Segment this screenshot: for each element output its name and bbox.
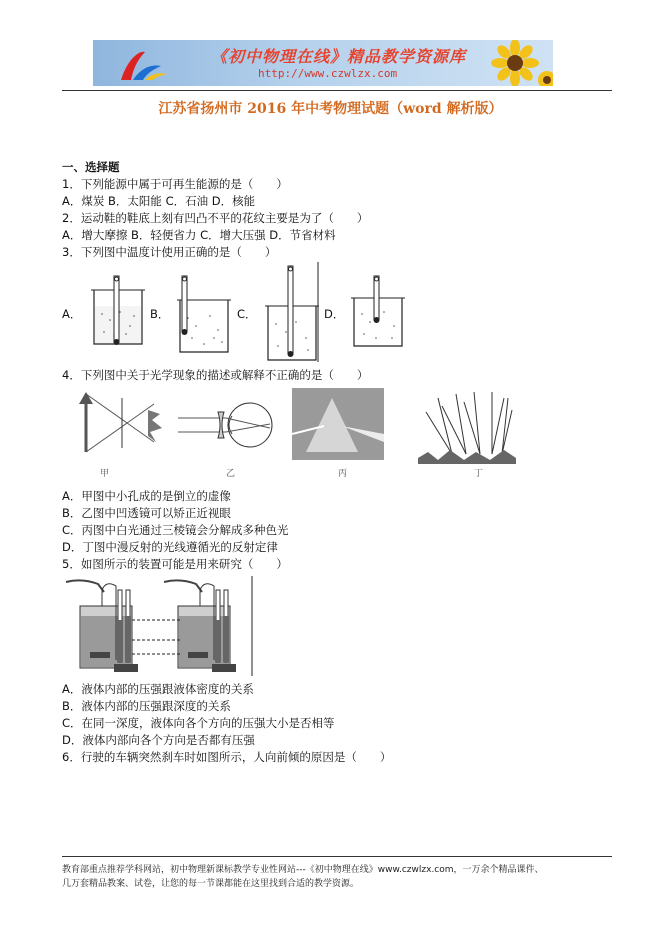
q3-label-a: A． xyxy=(62,307,82,321)
caption-bing: 丙 xyxy=(338,469,348,479)
footer-divider xyxy=(62,856,612,857)
q1-stem: 1．下列能源中属于可再生能源的是（ ） xyxy=(62,177,288,191)
q1-options: A．煤炭 B．太阳能 C．石油 D．核能 xyxy=(62,194,256,208)
document-title: 江苏省扬州市 2016 年中考物理试题（word 解析版） xyxy=(158,101,503,117)
q4-option-c: C．丙图中白光通过三棱镜会分解成多种色光 xyxy=(62,523,289,537)
footer-line-1: 教育部重点推荐学科网站，初中物理新课标教学专业性网站---《初中物理在线》www.czwlzx.com，一万余个精品课件、 xyxy=(62,865,544,875)
banner-title: 《初中物理在线》精品教学资源库 xyxy=(211,47,467,66)
q3-figure-c xyxy=(262,262,322,362)
q6-stem: 6．行驶的车辆突然刹车时如图所示，人向前倾的原因是（ ） xyxy=(62,750,392,764)
section-heading: 一、选择题 xyxy=(62,160,120,174)
q4-figure-ding xyxy=(408,388,518,480)
footer-line-2: 几万套精品教案、试卷，让您的每一节课都能在这里找到合适的教学资源。 xyxy=(62,879,360,889)
q2-options: A．增大摩擦 B．轻便省力 C．增大压强 D．节省材料 xyxy=(62,228,336,242)
q5-option-c: C．在同一深度，液体向各个方向的压强大小是否相等 xyxy=(62,716,335,730)
q5-figure xyxy=(62,576,258,676)
q3-figure-b xyxy=(174,272,234,356)
banner-url[interactable]: http://www.czwlzx.com xyxy=(258,67,398,80)
q3-label-c: C． xyxy=(237,307,257,321)
sunflower-icon xyxy=(475,40,553,86)
site-logo-icon xyxy=(115,40,175,86)
q3-label-b: B． xyxy=(150,307,170,321)
caption-yi: 乙 xyxy=(226,469,236,479)
q4-option-a: A．甲图中小孔成的是倒立的虚像 xyxy=(62,489,231,503)
q4-option-d: D．丁图中漫反射的光线遵循光的反射定律 xyxy=(62,540,278,554)
q4-option-b: B．乙图中凹透镜可以矫正近视眼 xyxy=(62,506,231,520)
q5-option-d: D．液体内部向各个方向是否都有压强 xyxy=(62,733,255,747)
q4-figure-yi xyxy=(178,388,288,480)
q5-stem: 5．如图所示的装置可能是用来研究（ ） xyxy=(62,557,288,571)
q3-stem: 3．下列图中温度计使用正确的是（ ） xyxy=(62,245,277,259)
q4-figure-bing xyxy=(292,388,390,480)
q3-label-d: D． xyxy=(324,307,345,321)
q5-option-a: A．液体内部的压强跟液体密度的关系 xyxy=(62,682,254,696)
q3-figure-d xyxy=(348,270,408,350)
q3-figure-a xyxy=(88,270,148,348)
q4-figure-jia xyxy=(64,388,174,480)
q5-option-b: B．液体内部的压强跟深度的关系 xyxy=(62,699,231,713)
q2-stem: 2．运动鞋的鞋底上刻有凹凸不平的花纹主要是为了（ ） xyxy=(62,211,369,225)
caption-ding: 丁 xyxy=(474,469,484,479)
caption-jia: 甲 xyxy=(100,469,110,479)
header-banner xyxy=(93,40,553,86)
header-divider xyxy=(62,90,612,91)
q4-stem: 4．下列图中关于光学现象的描述或解释不正确的是（ ） xyxy=(62,368,369,382)
